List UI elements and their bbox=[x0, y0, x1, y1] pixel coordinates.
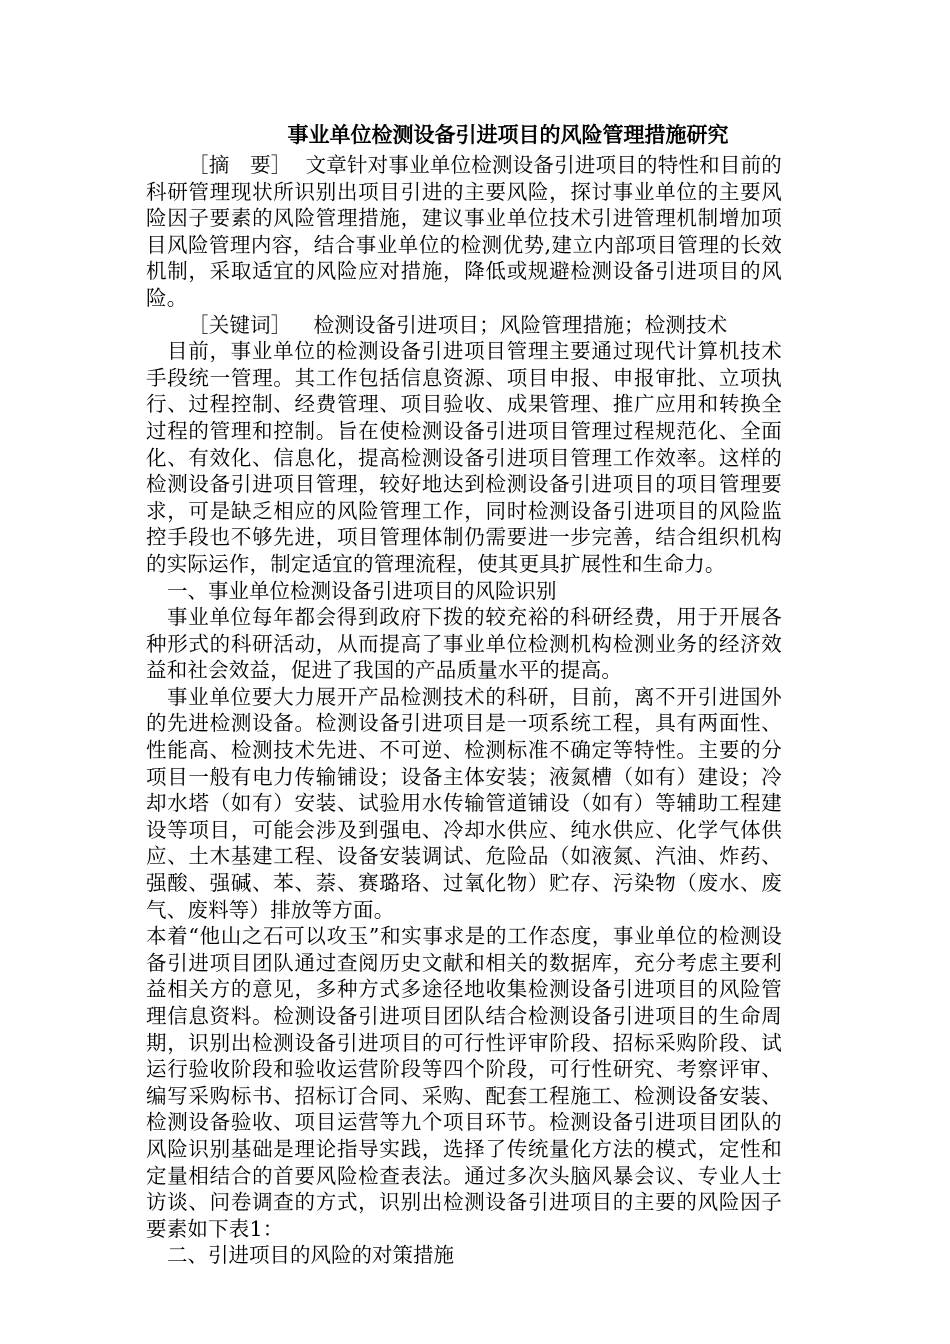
keywords-paragraph bbox=[146, 312, 782, 339]
keywords-label: ［关键词］ bbox=[188, 312, 292, 337]
abstract-paragraph bbox=[146, 152, 782, 312]
intro-paragraph: 目前，事业单位的检测设备引进项目管理主要通过现代计算机技术手段统一管理。其工作包括信息资源、项目申报、申报审批、立项执行、过程控制、经费管理、项目验收、成果管理、推广应用和转换全过程的管理和控制。旨在使检测设备引进项目管理过程规范化、全面化、有效化、信息化，提高检测设备引进项目管理工作效率。这样的检测设备引进项目管理，较好地达到检测设备引进项目的项目管理要求，可是缺乏相应的风险管理工作，同时检测设备引进项目的风险监控手段也不够先进，项目管理体制仍需要进一步完善，结合组织机构的实际运作，制定适宜的管理流程，使其更具扩展性和生命力。 bbox=[146, 339, 782, 576]
section-heading-1: 一、事业单位检测设备引进项目的风险识别 bbox=[167, 578, 557, 603]
keywords-text: 检测设备引进项目；风险管理措施；检测技术 bbox=[313, 312, 728, 337]
section1-paragraph-1: 事业单位每年都会得到政府下拨的较充裕的科研经费，用于开展各种形式的科研活动，从而提高了事业单位检测机构检测业务的经济效益和社会效益，促进了我国的产品质量水平的提高。 bbox=[146, 605, 782, 683]
section-heading-2: 二、引进项目的风险的对策措施 bbox=[167, 1243, 454, 1268]
section1-paragraph-2: 事业单位要大力展开产品检测技术的科研，目前，离不开引进国外的先进检测设备。检测设备引进项目是一项系统工程，具有两面性、性能高、检测技术先进、不可逆、检测标准不确定等特性。主要的分项目一般有电力传输铺设；设备主体安装；液氮槽（如有）建设；冷却水塔（如有）安装、试验用水传输管道铺设（如有）等辅助工程建设等项目，可能会涉及到强电、冷却水供应、纯水供应、化学气体供应、土木基建工程、设备安装调试、危险品（如液氮、汽油、炸药、强酸、强碱、苯、萘、赛璐珞、过氧化物）贮存、污染物（废水、废气、废料等）排放等方面。 bbox=[146, 684, 782, 922]
document-page bbox=[146, 118, 782, 1269]
abstract-text: 文章针对事业单位检测设备引进项目的特性和目前的科研管理现状所识别出项目引进的主要风险，探讨事业单位的主要风险因子要素的风险管理措施，建议事业单位技术引进管理机制增加项目风险管理内容，结合事业单位的检测优势,建立内部项目管理的长效机制，采取适宜的风险应对措施，降低或规避检测设备引进项目的风险。 bbox=[146, 153, 782, 310]
abstract-label: ［摘 要］ bbox=[188, 153, 292, 177]
section1-paragraph-3: 本着“他山之石可以攻玉”和实事求是的工作态度，事业单位的检测设备引进项目团队通过查阅历史文献和相关的数据库，充分考虑主要利益相关方的意见，多种方式多途径地收集检测设备引进项目的风险管理信息资料。检测设备引进项目团队结合检测设备引进项目的生命周期，识别出检测设备引进项目的可行性评审阶段、招标采购阶段、试运行验收阶段和验收运营阶段等四个阶段，可行性研究、考察评审、编写采购标书、招标订合同、采购、配套工程施工、检测设备安装、检测设备验收、项目运营等九个项目环节。检测设备引进项目团队的风险识别基础是理论指导实践，选择了传统量化方法的模式，定性和定量相结合的首要风险检查表法。通过多次头脑风暴会议、专业人士访谈、问卷调查的方式，识别出检测设备引进项目的主要的风险因子要素如下表1： bbox=[146, 924, 782, 1241]
document-title: 事业单位检测设备引进项目的风险管理措施研究 bbox=[287, 122, 729, 147]
